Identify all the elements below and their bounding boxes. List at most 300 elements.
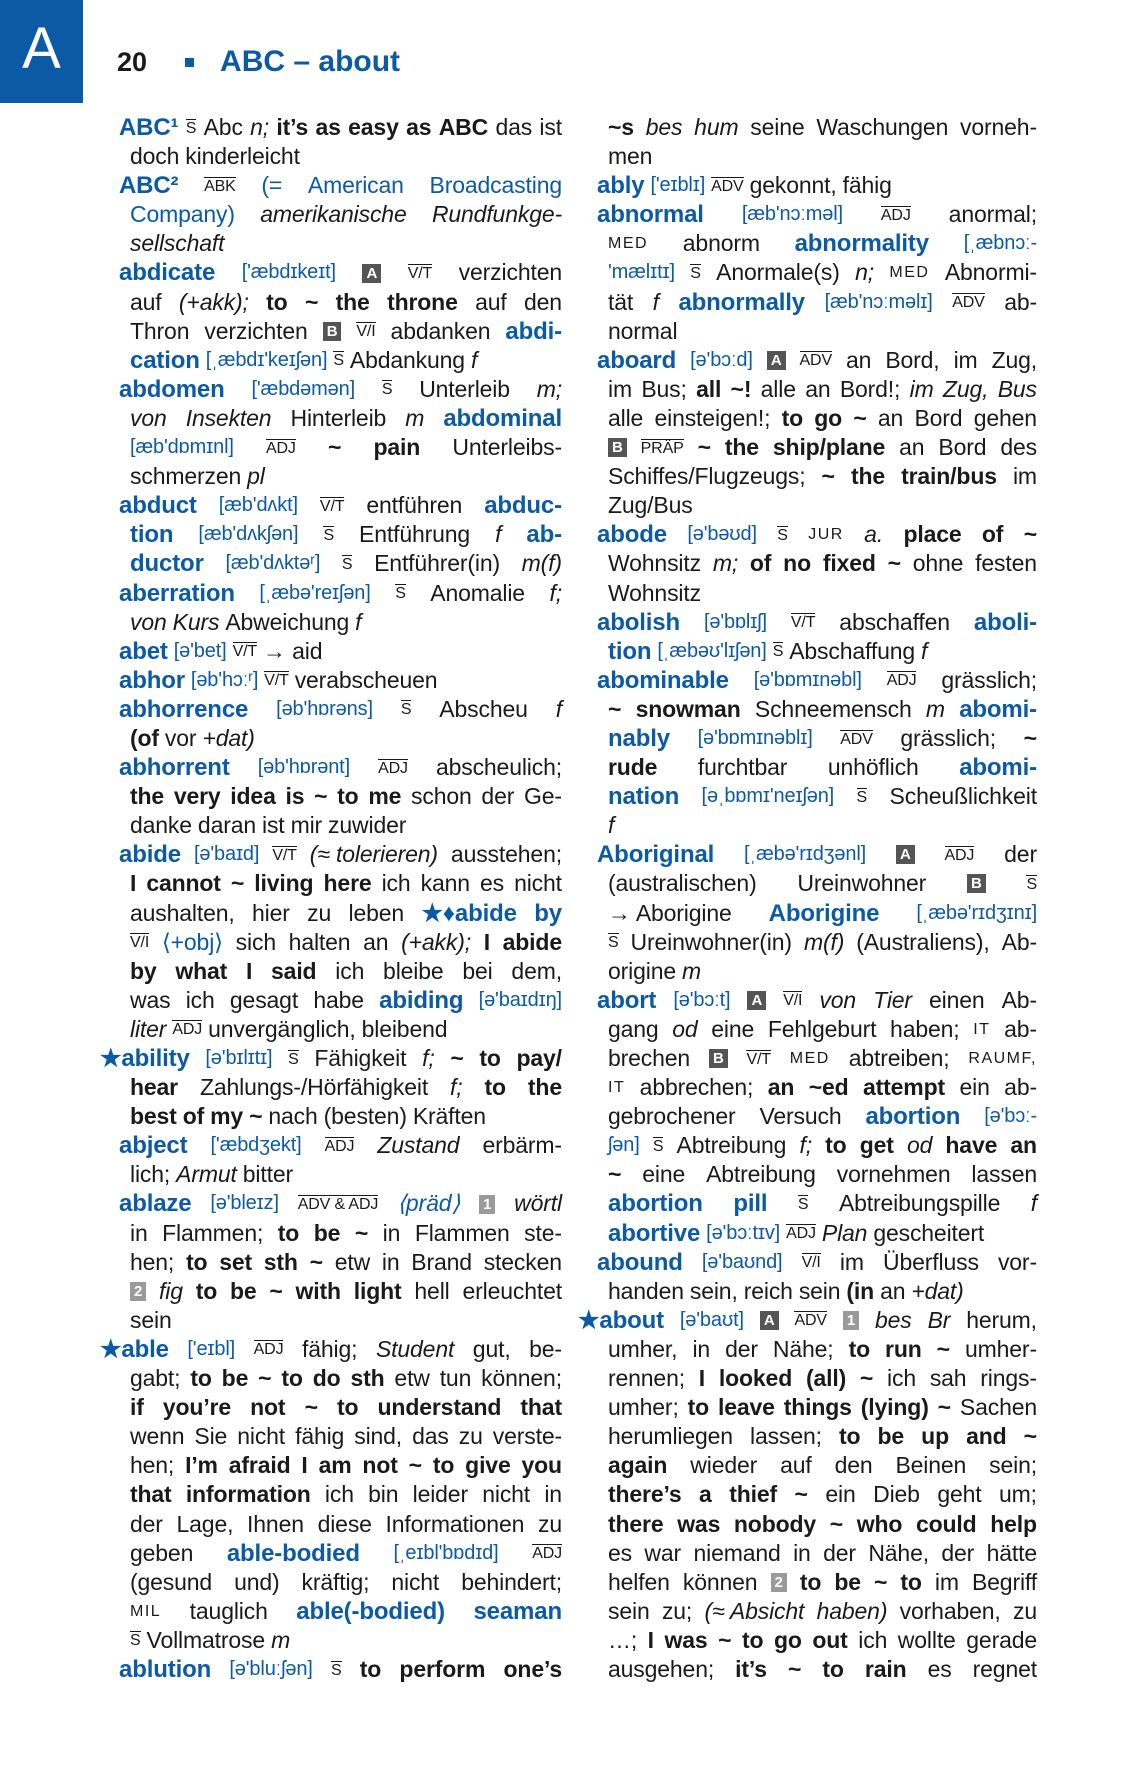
example-phrase: nobody bbox=[733, 1510, 817, 1537]
translation: kann bbox=[420, 870, 470, 897]
translation: in bbox=[692, 1335, 711, 1362]
headword: abiding bbox=[379, 986, 464, 1014]
translation: Abnormi- bbox=[944, 259, 1037, 286]
usage-note: m bbox=[925, 695, 945, 722]
usage-note: f; bbox=[422, 1045, 435, 1071]
usage-note: Armut bbox=[176, 1161, 237, 1188]
example-phrase: with bbox=[295, 1277, 341, 1304]
example-phrase: if bbox=[130, 1394, 144, 1421]
example-phrase: (in bbox=[846, 1277, 875, 1304]
headword: abhorrence bbox=[119, 695, 249, 723]
translation: Anomalie bbox=[430, 579, 525, 606]
headword: abominable bbox=[597, 666, 729, 694]
usage-note: bes bbox=[875, 1306, 912, 1333]
translation: einen bbox=[929, 986, 985, 1013]
entry-line bbox=[597, 1597, 1037, 1626]
pos-label: S bbox=[333, 352, 344, 370]
entry-line bbox=[119, 258, 562, 287]
example-phrase: rain bbox=[864, 1655, 907, 1682]
translation: das bbox=[495, 114, 533, 140]
square-bullet-icon bbox=[185, 58, 194, 67]
translation: umher- bbox=[965, 1335, 1037, 1362]
translation: hier bbox=[252, 899, 290, 926]
example-phrase: to bbox=[336, 1394, 359, 1421]
headword: seaman bbox=[473, 1597, 562, 1625]
note: ⟨+obj⟩ bbox=[161, 928, 223, 955]
pos-label: S bbox=[288, 1050, 299, 1068]
entry-line bbox=[119, 1248, 562, 1277]
translation: Überfluss bbox=[883, 1248, 979, 1275]
translation: zu; bbox=[661, 1597, 693, 1624]
sense-marker: B bbox=[967, 874, 986, 893]
entry-line bbox=[100, 1335, 562, 1364]
translation: Ab- bbox=[1001, 986, 1037, 1013]
translation: regnet bbox=[972, 1655, 1037, 1682]
translation: was bbox=[130, 986, 171, 1013]
pos-label: ADV & ADJ bbox=[297, 1196, 379, 1214]
headword: ★ability bbox=[100, 1045, 190, 1072]
phonetic: [əb'hɒrəns] bbox=[276, 697, 373, 720]
pos-label: S bbox=[690, 265, 701, 283]
translation: es bbox=[927, 1655, 952, 1682]
translation: ohne bbox=[912, 550, 964, 577]
translation: Schneemensch bbox=[754, 695, 912, 722]
letter-tab-label: A bbox=[22, 16, 61, 81]
translation: …; bbox=[608, 1626, 638, 1653]
translation: Entführer(in) bbox=[374, 550, 500, 577]
example-phrase: the bbox=[724, 434, 759, 461]
entry-line bbox=[597, 404, 1037, 433]
phonetic: [ə'bɒmɪnəbl] bbox=[753, 668, 862, 691]
entry-line bbox=[597, 1626, 1037, 1655]
example-phrase: ~ bbox=[829, 1510, 844, 1537]
example-phrase: not bbox=[250, 1394, 286, 1421]
translation: auf bbox=[130, 288, 162, 315]
pos-label: V/T bbox=[264, 672, 289, 690]
translation: Ge- bbox=[523, 783, 562, 810]
example-phrase: again bbox=[608, 1452, 668, 1479]
entry-line bbox=[119, 462, 562, 491]
usage-note: +dat) bbox=[202, 724, 255, 751]
entry-line bbox=[578, 1306, 1037, 1335]
pos-label: ADJ bbox=[172, 1021, 203, 1039]
phonetic: ['eɪbl] bbox=[187, 1337, 236, 1360]
example-phrase: ~ bbox=[936, 1335, 950, 1362]
translation: grässlich; bbox=[900, 724, 997, 751]
example-phrase: attempt bbox=[863, 1074, 946, 1101]
entry-line bbox=[597, 724, 1037, 753]
phonetic: [ə'bəʊd] bbox=[687, 523, 757, 546]
example-phrase: to bbox=[741, 1626, 764, 1653]
translation: Ureinwohner(in) bbox=[630, 928, 792, 955]
example-phrase: perform bbox=[399, 1655, 486, 1682]
translation: auf bbox=[780, 1452, 812, 1479]
usage-note: sellschaft bbox=[130, 230, 225, 257]
translation: geht bbox=[937, 1481, 982, 1508]
entry-line bbox=[119, 433, 562, 462]
sense-marker: 2 bbox=[771, 1573, 787, 1592]
page-number: 20 bbox=[117, 46, 148, 77]
entry-line bbox=[119, 840, 562, 869]
translation: Ab- bbox=[1001, 928, 1037, 955]
translation: Abdankung bbox=[349, 346, 465, 373]
entry-line bbox=[119, 1539, 562, 1568]
translation: handen bbox=[608, 1277, 684, 1304]
page-header bbox=[117, 44, 400, 80]
example-phrase: to bbox=[195, 1277, 218, 1304]
usage-note: m; bbox=[536, 375, 562, 402]
headword: able-bodied bbox=[226, 1539, 360, 1567]
pos-label: V/T bbox=[746, 1050, 771, 1068]
translation: entführen bbox=[366, 492, 463, 519]
translation: in bbox=[381, 1248, 400, 1275]
headword: abomi- bbox=[959, 754, 1037, 782]
translation: eine bbox=[711, 1015, 755, 1042]
headword: ★able bbox=[100, 1335, 169, 1363]
translation: abtreiben; bbox=[848, 1045, 950, 1071]
usage-note: f bbox=[652, 288, 659, 315]
translation: Schiffes/Flugzeugs; bbox=[608, 463, 806, 490]
entry-line bbox=[119, 1626, 562, 1655]
entry-line bbox=[597, 666, 1037, 695]
entry-line bbox=[119, 1160, 562, 1189]
translation: Beinen bbox=[895, 1452, 967, 1479]
translation: fähig bbox=[842, 172, 892, 199]
example-phrase: there’s bbox=[608, 1481, 682, 1508]
example-phrase: ~ bbox=[859, 1365, 874, 1392]
entry-line bbox=[597, 695, 1037, 724]
entry-line bbox=[119, 1277, 562, 1306]
example-phrase: it’s bbox=[735, 1655, 767, 1682]
example-phrase: fixed bbox=[822, 550, 876, 577]
entry-line bbox=[119, 491, 562, 520]
headword: abortive bbox=[608, 1219, 701, 1247]
headword: nation bbox=[608, 783, 680, 811]
entry-line bbox=[119, 957, 562, 986]
example-phrase: be bbox=[221, 1365, 249, 1392]
pos-label: S bbox=[395, 585, 406, 603]
translation: abschaffen bbox=[839, 608, 950, 635]
pos-label: ADJ bbox=[324, 1137, 355, 1155]
example-phrase: ~! bbox=[730, 375, 752, 402]
entry-line bbox=[597, 1189, 1037, 1218]
entry-line bbox=[597, 1335, 1037, 1364]
entry-line bbox=[119, 1364, 562, 1393]
translation: Nähe; bbox=[772, 1335, 834, 1362]
translation: ste- bbox=[524, 1219, 562, 1246]
translation: lassen; bbox=[750, 1423, 822, 1450]
pos-label: S bbox=[608, 934, 619, 952]
example-phrase: that bbox=[130, 1481, 172, 1508]
translation: herumliegen bbox=[608, 1423, 733, 1450]
pos-label: ADV bbox=[952, 294, 985, 312]
translation: ich bbox=[887, 1365, 916, 1392]
note: Company) bbox=[130, 201, 235, 228]
translation: der bbox=[130, 1510, 163, 1537]
translation: be- bbox=[529, 1335, 562, 1362]
translation: gabt; bbox=[130, 1365, 181, 1392]
translation: ein bbox=[825, 1481, 856, 1508]
headword: abhorrent bbox=[119, 754, 230, 782]
entry-line bbox=[119, 229, 562, 258]
translation: (Australiens), bbox=[856, 928, 990, 955]
translation: leider bbox=[412, 1481, 468, 1508]
translation: etw bbox=[334, 1248, 371, 1275]
entry-line bbox=[119, 375, 562, 404]
pos-label: S bbox=[777, 526, 788, 544]
translation: können bbox=[682, 1568, 758, 1595]
translation: seine bbox=[750, 114, 805, 140]
translation: rennen; bbox=[608, 1365, 685, 1392]
translation: kinderleicht bbox=[185, 143, 300, 170]
example-phrase: (of bbox=[130, 724, 159, 751]
entry-line bbox=[119, 1655, 562, 1684]
usage-note: Insekten bbox=[185, 404, 272, 431]
translation: Wohnsitz bbox=[608, 550, 701, 577]
phonetic: [ə'bet] bbox=[173, 639, 227, 662]
example-phrase: to bbox=[432, 1452, 455, 1479]
translation: Dieb bbox=[873, 1481, 920, 1508]
usage-note: (+akk); bbox=[178, 288, 249, 315]
pos-label: S bbox=[323, 526, 334, 544]
headword: aberration bbox=[119, 579, 235, 607]
translation: im bbox=[608, 375, 632, 402]
example-phrase: and bbox=[966, 1423, 1007, 1450]
pos-label: ADJ bbox=[944, 846, 975, 864]
translation: lassen bbox=[971, 1161, 1037, 1188]
example-phrase: things bbox=[783, 1394, 852, 1421]
example-phrase: ship/plane bbox=[772, 434, 886, 461]
translation: Bus; bbox=[641, 375, 687, 402]
usage-note: Tier bbox=[873, 986, 912, 1013]
translation: kräftig; bbox=[301, 1568, 370, 1595]
entry-line bbox=[119, 1073, 562, 1102]
example-phrase: could bbox=[915, 1510, 977, 1537]
translation: Fähigkeit bbox=[314, 1045, 407, 1071]
translation: gang bbox=[608, 1015, 659, 1042]
entry-line bbox=[597, 258, 1037, 287]
headword: ablaze bbox=[119, 1190, 192, 1218]
example-phrase: by bbox=[130, 957, 157, 984]
translation: umher; bbox=[608, 1394, 679, 1421]
translation: wieder bbox=[690, 1452, 758, 1479]
translation: im bbox=[953, 346, 978, 373]
translation: ist bbox=[539, 114, 562, 140]
example-phrase: of bbox=[981, 521, 1004, 548]
pos-label: S bbox=[185, 119, 197, 137]
example-phrase: to bbox=[185, 1248, 208, 1275]
example-phrase: cannot bbox=[146, 870, 221, 897]
translation: Bord!; bbox=[839, 375, 901, 402]
example-phrase: I bbox=[130, 870, 137, 897]
example-phrase: ABC bbox=[438, 114, 489, 140]
translation: in bbox=[382, 1219, 401, 1246]
pos-label: ADV bbox=[794, 1312, 827, 1330]
translation: und) bbox=[234, 1568, 280, 1595]
translation: vor- bbox=[997, 1248, 1037, 1275]
usage-note: Zustand bbox=[377, 1132, 460, 1159]
usage-note: Plan bbox=[821, 1219, 868, 1246]
headword: abolish bbox=[597, 608, 680, 636]
example-phrase: ~ bbox=[1023, 1423, 1037, 1450]
sense-marker: 1 bbox=[843, 1311, 859, 1330]
headword: abomi- bbox=[959, 695, 1037, 723]
pos-label: ADV bbox=[840, 730, 873, 748]
usage-note: f; bbox=[799, 1132, 812, 1159]
translation: Entführung bbox=[359, 521, 471, 548]
translation: alle bbox=[608, 404, 644, 431]
pos-label: S bbox=[400, 701, 412, 719]
translation: verzichten bbox=[458, 259, 562, 286]
headword: abdicate bbox=[119, 259, 216, 287]
example-phrase: there bbox=[608, 1510, 664, 1537]
translation: verabscheuen bbox=[294, 666, 438, 693]
translation: zu bbox=[1012, 1597, 1037, 1624]
usage-note: od bbox=[906, 1132, 933, 1159]
translation: Hinterleib bbox=[290, 404, 387, 431]
pos-label: V/T bbox=[272, 846, 297, 864]
example-phrase: to bbox=[838, 1423, 861, 1450]
entry-line bbox=[597, 782, 1037, 811]
headword: ductor bbox=[130, 550, 204, 578]
entry-line bbox=[119, 1189, 562, 1218]
translation: gesagt bbox=[229, 986, 299, 1013]
usage-note: wörtl bbox=[514, 1190, 562, 1217]
pos-label: ADV bbox=[711, 177, 744, 195]
example-phrase: get bbox=[859, 1132, 894, 1159]
phonetic: ['æbdəmən] bbox=[251, 377, 355, 400]
translation: halten bbox=[288, 928, 351, 955]
translation: Unterleibs- bbox=[452, 434, 562, 461]
translation: vorneh- bbox=[960, 114, 1037, 140]
example-phrase: train/bus bbox=[901, 463, 997, 490]
translation: Zug/Bus bbox=[608, 492, 693, 519]
example-phrase: living bbox=[254, 870, 314, 897]
pos-label: S bbox=[856, 788, 868, 806]
translation: bin bbox=[368, 1481, 399, 1508]
example-phrase: you bbox=[521, 1452, 562, 1479]
translation: doch bbox=[130, 143, 180, 170]
usage-note: f bbox=[470, 346, 478, 373]
translation: etw bbox=[394, 1365, 430, 1392]
entry-line bbox=[597, 1277, 1037, 1306]
entry-line bbox=[597, 1160, 1037, 1189]
translation: origine bbox=[608, 957, 676, 984]
translation: lich; bbox=[130, 1161, 171, 1188]
pos-label: S bbox=[130, 1632, 141, 1650]
translation: alle bbox=[760, 375, 796, 402]
translation: hätte bbox=[986, 1539, 1037, 1566]
translation: danke bbox=[130, 812, 192, 839]
entry-line bbox=[119, 869, 562, 898]
note: Broadcasting bbox=[429, 172, 562, 199]
sense-marker: A bbox=[767, 351, 786, 370]
sense-marker: A bbox=[747, 991, 766, 1010]
pos-label: ADJ bbox=[532, 1545, 562, 1563]
example-phrase: have bbox=[945, 1132, 998, 1159]
entry-line bbox=[597, 986, 1037, 1015]
letter-tab bbox=[0, 0, 83, 103]
pos-label: V/T bbox=[790, 614, 816, 632]
phonetic: ['æbdʒekt] bbox=[210, 1134, 302, 1157]
translation: Fehlgeburt bbox=[767, 1015, 877, 1042]
usage-note: m bbox=[682, 957, 702, 984]
pos-label: V/T bbox=[319, 497, 345, 515]
phonetic: [ˌæbəʊ'lɪʃən] bbox=[657, 639, 767, 662]
translation: zu bbox=[458, 1423, 483, 1450]
example-phrase: pain bbox=[373, 434, 421, 461]
example-phrase: ~ bbox=[269, 1277, 283, 1304]
entry-line bbox=[597, 753, 1037, 782]
usage-note: amerikanische bbox=[260, 201, 407, 228]
translation: Abtreibungspille bbox=[838, 1190, 1001, 1217]
example-phrase: of bbox=[749, 550, 772, 577]
translation: reich bbox=[743, 1277, 793, 1304]
pos-label: ADJ bbox=[786, 1225, 816, 1243]
domain-label: MED bbox=[608, 235, 649, 253]
example-phrase: ~ bbox=[314, 783, 328, 810]
entry-line bbox=[119, 1510, 562, 1539]
phonetic: ʃən] bbox=[608, 1134, 640, 1157]
translation: Abc bbox=[203, 114, 243, 140]
entry-line bbox=[597, 317, 1037, 346]
usage-note: +dat) bbox=[911, 1277, 964, 1304]
usage-note: f bbox=[355, 608, 362, 635]
example-phrase: to bbox=[281, 1365, 303, 1392]
translation: Waschungen bbox=[816, 114, 949, 140]
translation: aushalten, bbox=[130, 899, 235, 926]
usage-note: Rundfunkge- bbox=[431, 201, 562, 228]
phonetic: [əˌbɒmɪ'neɪʃən] bbox=[701, 785, 835, 808]
sense-marker: A bbox=[760, 1311, 779, 1330]
translation: sah bbox=[929, 1365, 967, 1392]
usage-note: f; bbox=[549, 579, 562, 606]
example-phrase: run bbox=[885, 1335, 922, 1362]
headword: abhor bbox=[119, 666, 185, 694]
example-phrase: ~ bbox=[794, 1481, 808, 1508]
example-phrase: I bbox=[301, 1452, 308, 1479]
example-phrase: ~ bbox=[608, 1161, 622, 1188]
translation: erbärm- bbox=[482, 1132, 562, 1159]
example-phrase: you’re bbox=[162, 1394, 231, 1421]
pos-label: ADV bbox=[799, 352, 832, 370]
translation: bleibend bbox=[361, 1015, 448, 1042]
translation: (gesund bbox=[130, 1568, 213, 1595]
example-phrase: I bbox=[483, 928, 490, 955]
entry-line bbox=[119, 1102, 562, 1131]
example-phrase: to bbox=[825, 1132, 847, 1159]
domain-label: MED bbox=[789, 1050, 830, 1067]
example-phrase: I’m bbox=[185, 1452, 218, 1479]
translation: ausgehen; bbox=[608, 1655, 715, 1682]
entry-line bbox=[597, 1539, 1037, 1568]
headword: ABC¹ bbox=[119, 114, 179, 141]
example-phrase: it’s bbox=[276, 114, 309, 140]
translation: gescheitert bbox=[873, 1219, 985, 1246]
pos-label: ADJ bbox=[378, 759, 408, 777]
translation: der bbox=[1004, 841, 1037, 868]
example-phrase: ~ed bbox=[808, 1074, 849, 1101]
translation: ein bbox=[959, 1074, 990, 1101]
example-phrase: place bbox=[903, 521, 962, 548]
translation: ich bbox=[858, 1626, 888, 1653]
phonetic: [ə'baʊnd] bbox=[701, 1250, 783, 1273]
translation: Abweichung bbox=[225, 608, 350, 635]
phonetic: ['æbdɪkeɪt] bbox=[241, 261, 336, 284]
headword: abduc- bbox=[484, 492, 562, 520]
translation: ich bbox=[324, 1481, 354, 1508]
phonetic: [æb'dɒmɪnl] bbox=[130, 436, 234, 459]
